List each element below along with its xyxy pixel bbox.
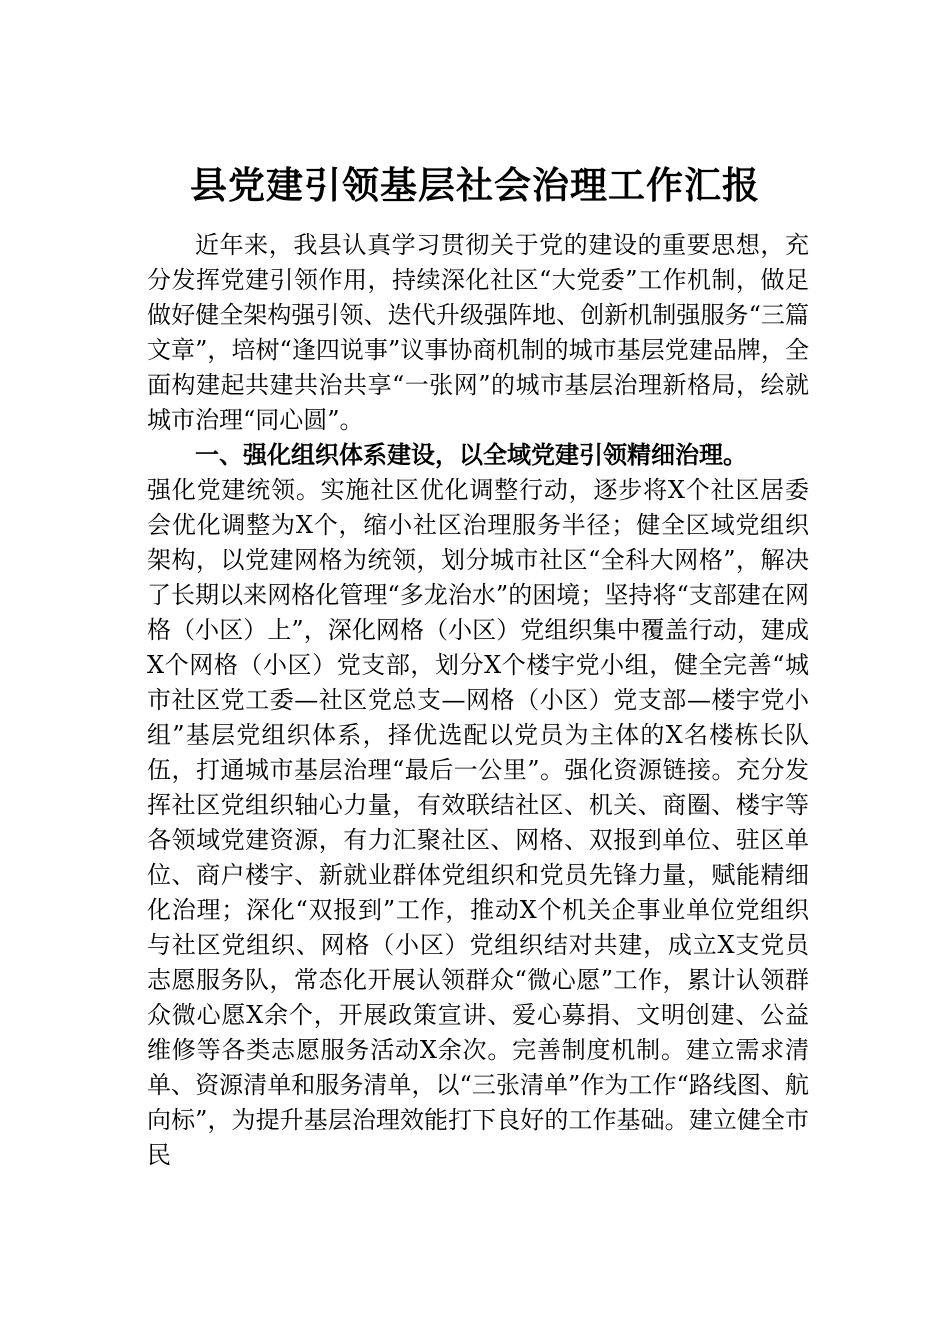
section-heading-1: 一、强化组织体系建设，以全域党建引领精细治理。 [195, 441, 747, 469]
intro-paragraph: 近年来，我县认真学习贯彻关于党的建设的重要思想，充分发挥党建引领作用，持续深化社区“大党委”工作机制，做足做好健全架构强引领、迭代升级强阵地、创新机制强服务“三篇文章”，培树“逢四说事”议事协商机制的城市基层党建品牌，全面构建起共建共治共享“一张网”的城市基层治理新格局，绘就城市治理“同心圆”。 [147, 231, 809, 434]
document-body [147, 228, 809, 1173]
document-title: 县党建引领基层社会治理工作汇报 [190, 163, 760, 207]
section-body-1: 强化党建统领。实施社区优化调整行动，逐步将X个社区居委会优化调整为X个，缩小社区治理服务半径；健全区域党组织架构，以党建网格为统领，划分城市社区“全科大网格”，解决了长期以来网格化管理“多龙治水”的困境；坚持将“支部建在网格（小区）上”，深化网格（小区）党组织集中覆盖行动，建成X个网格（小区）党支部，划分X个楼宇党小组，健全完善“城市社区党工委—社区党总支—网格（小区）党支部—楼宇党小组”基层党组织体系，择优选配以党员为主体的X名楼栋长队伍，打通城市基层治理“最后一公里”。强化资源链接。充分发挥社区党组织轴心力量，有效联结社区、机关、商圈、楼宇等各领域党建资源，有力汇聚社区、网格、双报到单位、驻区单位、商户楼宇、新就业群体党组织和党员先锋力量，赋能精细化治理；深化“双报到”工作，推动X个机关企事业单位党组织与社区党组织、网格（小区）党组织结对共建，成立X支党员志愿服务队，常态化开展认领群众“微心愿”工作，累计认领群众微心愿X余个，开展政策宣讲、爱心募捐、文明创建、公益维修等各类志愿服务活动X余次。完善制度机制。建立需求清单、资源清单和服务清单，以“三张清单”作为工作“路线图、航向标”，为提升基层治理效能打下良好的工作基础。建立健全市民 [147, 476, 809, 1169]
